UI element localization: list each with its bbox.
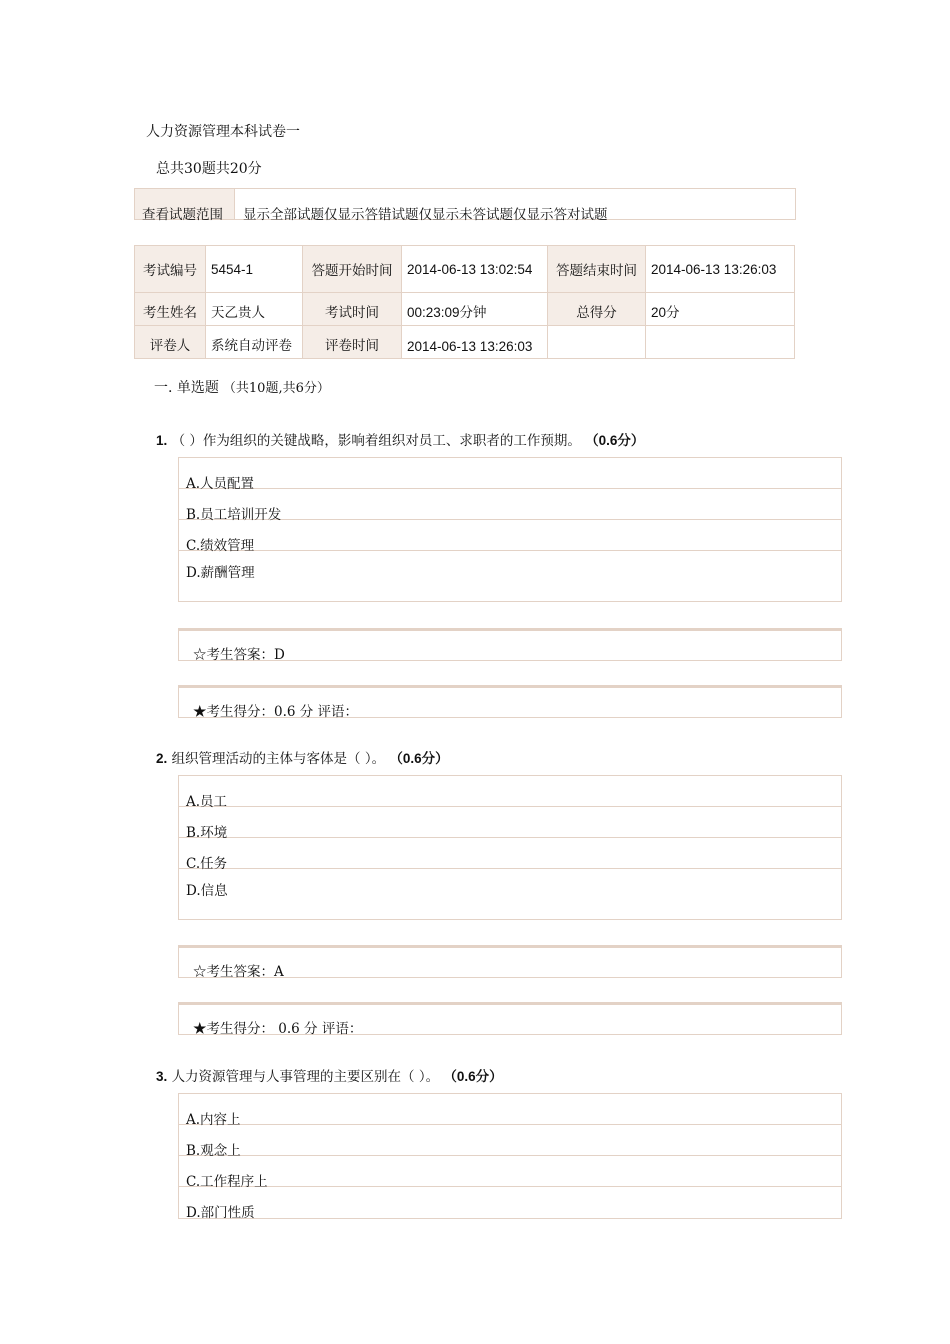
empty-cell	[646, 326, 795, 359]
question-number: 3.	[156, 1069, 168, 1084]
option-b[interactable]: B.观念上	[179, 1125, 841, 1156]
candidate-score: ★考生得分：0.6 分 评语：	[178, 685, 842, 718]
exam-no-label: 考试编号	[135, 246, 206, 293]
question-points: （0.6分）	[389, 751, 449, 766]
option-list	[178, 457, 842, 602]
candidate-answer: ☆考生答案：A	[178, 945, 842, 978]
total-score-value: 20分	[646, 293, 795, 326]
question-number: 2.	[156, 751, 168, 766]
question-text: 人力资源管理与人事管理的主要区别在（ ）。	[171, 1069, 440, 1085]
option-b[interactable]: B.环境	[179, 807, 841, 838]
question-title	[156, 429, 644, 449]
section-title: 一. 单选题	[154, 380, 219, 396]
question-title	[156, 747, 449, 767]
total-score-label: 总得分	[548, 293, 646, 326]
range-options[interactable]: 显示全部试题仅显示答错试题仅显示未答试题仅显示答对试题	[243, 207, 608, 223]
grade-time-value: 2014-06-13 13:26:03	[402, 326, 548, 359]
question-points: （0.6分）	[443, 1069, 503, 1084]
name-value: 天乙贵人	[206, 293, 303, 326]
duration-label: 考试时间	[303, 293, 402, 326]
start-time-value: 2014-06-13 13:02:54	[402, 246, 548, 293]
exam-info-table	[134, 245, 795, 359]
range-label: 查看试题范围	[135, 189, 235, 219]
question-number: 1.	[156, 433, 168, 448]
section-heading	[154, 377, 330, 397]
question-points: （0.6分）	[585, 433, 645, 448]
candidate-answer: ☆考生答案：D	[178, 628, 842, 661]
option-d[interactable]: D.部门性质	[186, 1205, 255, 1221]
candidate-score: ★考生得分： 0.6 分 评语：	[178, 1002, 842, 1035]
grader-value: 系统自动评卷	[206, 326, 303, 359]
question-range-filter	[134, 188, 796, 223]
exam-no-value: 5454-1	[206, 246, 303, 293]
option-d[interactable]: D.信息	[186, 883, 228, 899]
grade-time-label: 评卷时间	[303, 326, 402, 359]
paper-summary: 总共30题共20分	[156, 161, 262, 177]
question-title	[156, 1065, 503, 1085]
grader-label: 评卷人	[135, 326, 206, 359]
option-b[interactable]: B.员工培训开发	[179, 489, 841, 520]
question-text: 组织管理活动的主体与客体是（ ）。	[171, 751, 386, 767]
paper-title: 人力资源管理本科试卷一	[146, 124, 300, 140]
end-time-label: 答题结束时间	[548, 246, 646, 293]
end-time-value: 2014-06-13 13:26:03	[646, 246, 795, 293]
section-subtitle: （共10题,共6分）	[222, 381, 330, 396]
start-time-label: 答题开始时间	[303, 246, 402, 293]
option-a[interactable]: A.员工	[179, 776, 841, 807]
empty-cell	[548, 326, 646, 359]
option-c[interactable]: C.任务	[179, 838, 841, 869]
option-c[interactable]: C.工作程序上	[179, 1156, 841, 1187]
name-label: 考生姓名	[135, 293, 206, 326]
duration-value: 00:23:09分钟	[402, 293, 548, 326]
option-a[interactable]: A.内容上	[179, 1094, 841, 1125]
option-d[interactable]: D.薪酬管理	[186, 565, 255, 581]
option-list	[178, 775, 842, 920]
option-list	[178, 1093, 842, 1219]
option-c[interactable]: C.绩效管理	[179, 520, 841, 551]
question-text: （ ）作为组织的关键战略，影响着组织对员工、求职者的工作预期。	[171, 433, 581, 449]
option-a[interactable]: A.人员配置	[179, 458, 841, 489]
